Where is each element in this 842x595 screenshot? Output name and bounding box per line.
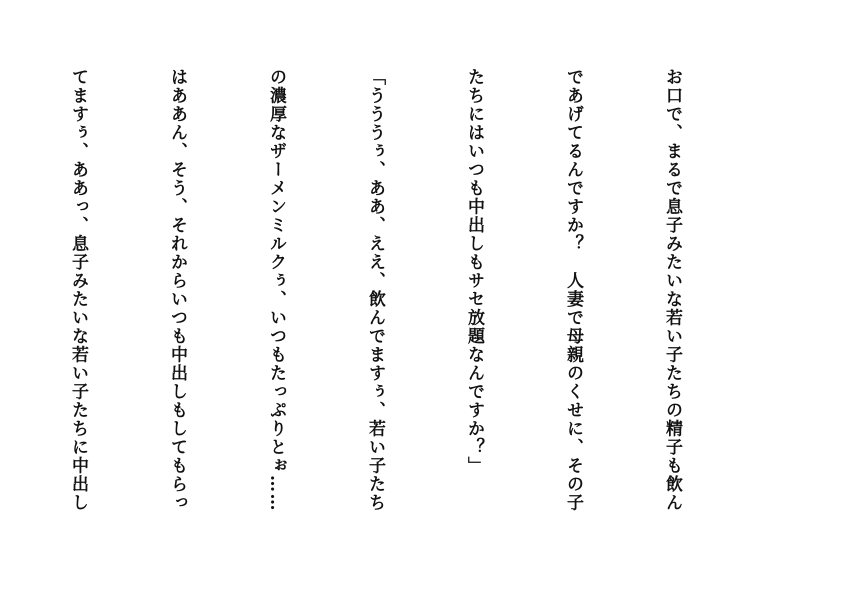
text-line: てますぅ、ああっ、息子みたいな若い子たちに中出し (68, 68, 88, 512)
text-line: であげてるんですか？ 人妻で母親のくせに、その子 (563, 68, 583, 512)
text-line: お口で、まるで息子みたいな若い子たちの精子も飲ん (662, 68, 682, 512)
text-line: はああん、そう、それからいつも中出しもしてもらっ (167, 68, 187, 512)
text-line: たちにはいつも中出しもサセ放題なんですか？」 (464, 68, 484, 475)
vertical-text-body (0, 68, 754, 538)
text-line: 「うううぅ、ああ、ええ、飲んでますぅ、若い子たち (365, 68, 385, 512)
text-line: の濃厚なザーメンミルクぅ、いつもたっぷりとぉ…… (266, 68, 286, 512)
